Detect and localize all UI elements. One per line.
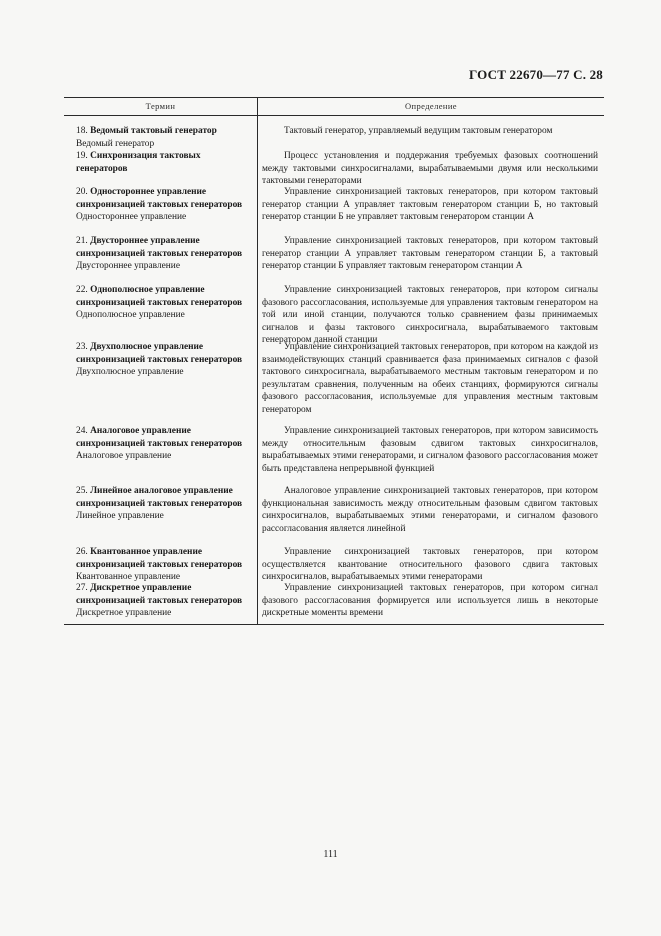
term-short: Аналоговое управление <box>76 451 172 461</box>
term-number: 18. <box>76 126 88 136</box>
definition-cell: Управление синхронизацией тактовых генераторов, при котором сигнал фазового рассогласования формируется или используется лишь в некоторые дискретные моменты времени <box>262 583 598 618</box>
document-header: ГОСТ 22670—77 С. 28 <box>469 67 603 82</box>
term-number: 27. <box>76 583 88 593</box>
definition-cell: Управление синхронизацией тактовых генераторов, при котором сигналы фазового рассогласования, используемые для управления тактовым генератором на той или иной станции, получаются только сравнением фазы принимаемых сигналов и фазы тактового синхросигнала, вырабатываемого тактовым генератором данной станции <box>262 285 598 345</box>
term-cell <box>76 546 254 584</box>
table-header-border <box>64 115 604 116</box>
term-cell <box>76 485 254 523</box>
term-short: Однополюсное управление <box>76 310 185 320</box>
term-cell <box>76 186 254 224</box>
definition-cell: Управление синхронизацией тактовых генераторов, при котором на каждой из взаимодействующих станций сравнивается фаза принимаемых сигналов с фазой тактового синхросигнала, вырабатываемого местным тактовым генератором и по результатам сравнения, полученным на обеих станциях, формируются сигналы фазового рассогласования, используемые для управления местным тактовым генератором <box>262 342 598 415</box>
term-name: Дискретное управление синхронизацией тактовых генераторов <box>76 583 243 606</box>
term-number: 19. <box>76 151 88 161</box>
term-short: Двухполюсное управление <box>76 367 184 377</box>
term-number: 26. <box>76 547 88 557</box>
term-number: 25. <box>76 486 88 496</box>
term-number: 24. <box>76 426 88 436</box>
term-name: Однополюсное управление синхронизацией тактовых генераторов <box>76 285 243 308</box>
term-short: Одностороннее управление <box>76 212 187 222</box>
term-name: Ведомый тактовый генератор <box>90 126 217 136</box>
terms-table <box>64 97 604 624</box>
term-short: Линейное управление <box>76 511 164 521</box>
term-number: 21. <box>76 236 88 246</box>
term-name: Двустороннее управление синхронизацией тактовых генераторов <box>76 236 243 259</box>
term-cell <box>76 150 254 175</box>
page-number: 111 <box>323 849 338 860</box>
column-header-term: Термин <box>145 101 176 111</box>
term-name: Двухполюсное управление синхронизацией тактовых генераторов <box>76 342 243 365</box>
term-cell <box>76 425 254 463</box>
term-number: 22. <box>76 285 88 295</box>
term-short: Ведомый генератор <box>76 138 155 149</box>
column-header-definition: Определение <box>405 101 457 111</box>
term-cell <box>76 125 254 150</box>
term-short: Дискретное управление <box>76 608 172 618</box>
table-top-border <box>64 97 604 98</box>
term-name: Одностороннее управление синхронизацией тактовых генераторов <box>76 187 243 210</box>
term-cell <box>76 582 254 620</box>
term-name: Квантованное управление синхронизацией тактовых генераторов <box>76 547 243 570</box>
definition-cell: Управление синхронизацией тактовых генераторов, при котором зависимость между относительным фазовым сдвигом тактовых синхросигналов, вырабатываемых этими генераторами, и сигналом фазового рассогласования может быть представлена непрерывной функцией <box>262 426 598 474</box>
definition-cell: Управление синхронизацией тактовых генераторов, при котором осуществляется квантование относительного фазового сдвига тактовых синхросигналов, вырабатываемых этими генераторами <box>262 547 598 582</box>
definition-cell: Аналоговое управление синхронизацией тактовых генераторов, при котором функциональная зависимость между относительным фазовым сдвигом тактовых синхросигналов, вырабатываемых этими генераторами, и сигналом фазового рассогласования является линейной <box>262 486 598 534</box>
column-divider <box>257 97 258 624</box>
definition-cell: Управление синхронизацией тактовых генераторов, при котором тактовый генератор станции А управляет тактовым генератором станции Б, но тактовый генератор станции Б не управляет тактовым генератором станции А <box>262 187 598 222</box>
term-cell <box>76 235 254 273</box>
term-cell <box>76 284 254 322</box>
term-number: 23. <box>76 342 88 352</box>
term-number: 20. <box>76 187 88 197</box>
term-name: Аналоговое управление синхронизацией тактовых генераторов <box>76 426 243 449</box>
definition-cell: Процесс установления и поддержания требуемых фазовых соотношений между тактовыми синхросигналами, вырабатываемыми двумя или несколькими тактовыми генераторами <box>262 151 598 186</box>
term-name: Синхронизация тактовых генераторов <box>76 151 201 174</box>
term-short: Двустороннее управление <box>76 261 180 271</box>
definition-cell: Управление синхронизацией тактовых генераторов, при котором тактовый генератор станции А управляет тактовым генератором станции Б, а тактовый генератор станции Б управляет тактовым генератором станции А <box>262 236 598 271</box>
term-short: Квантованное управление <box>76 572 181 582</box>
definition-cell: Тактовый генератор, управляемый ведущим тактовым генератором <box>284 126 553 136</box>
table-bottom-border <box>64 624 604 625</box>
term-cell <box>76 341 254 379</box>
term-name: Линейное аналоговое управление синхронизацией тактовых генераторов <box>76 486 243 509</box>
